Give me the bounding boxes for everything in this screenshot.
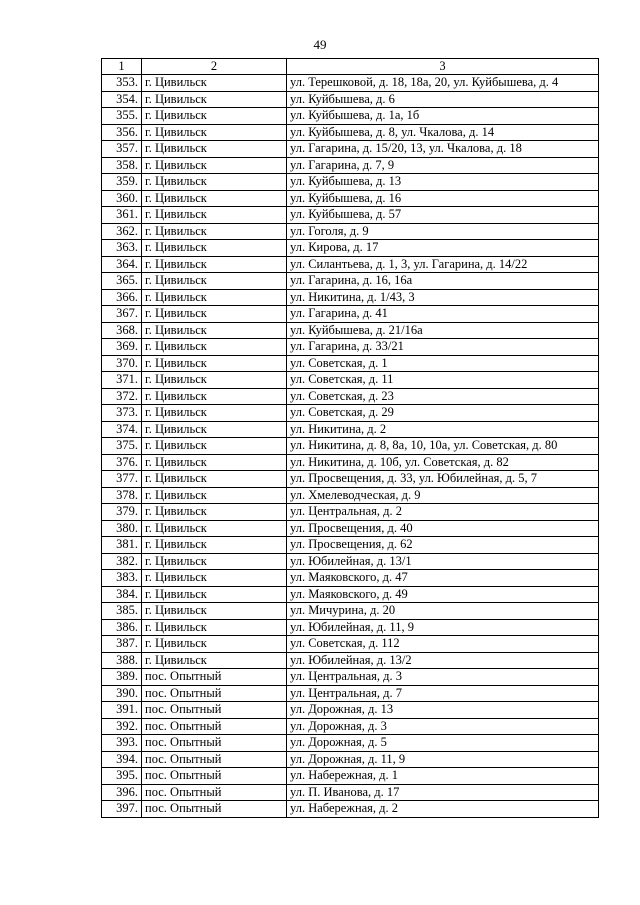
row-number: 361. — [102, 207, 142, 224]
settlement-cell: г. Цивильск — [142, 553, 287, 570]
address-cell: ул. Маяковского, д. 47 — [287, 570, 599, 587]
address-cell: ул. Куйбышева, д. 1а, 1б — [287, 108, 599, 125]
address-cell: ул. Куйбышева, д. 16 — [287, 190, 599, 207]
table-row — [102, 553, 599, 570]
row-number: 381. — [102, 537, 142, 554]
row-number: 388. — [102, 652, 142, 669]
table-row — [102, 784, 599, 801]
table-row — [102, 141, 599, 158]
row-number: 390. — [102, 685, 142, 702]
address-cell: ул. Никитина, д. 2 — [287, 421, 599, 438]
address-cell: ул. Просвещения, д. 33, ул. Юбилейная, д. 5, 7 — [287, 471, 599, 488]
row-number: 389. — [102, 669, 142, 686]
settlement-cell: г. Цивильск — [142, 256, 287, 273]
row-number: 360. — [102, 190, 142, 207]
row-number: 369. — [102, 339, 142, 356]
table-row — [102, 273, 599, 290]
table-row — [102, 405, 599, 422]
table-row — [102, 768, 599, 785]
row-number: 380. — [102, 520, 142, 537]
row-number: 365. — [102, 273, 142, 290]
address-cell: ул. Просвещения, д. 40 — [287, 520, 599, 537]
address-cell: ул. Просвещения, д. 62 — [287, 537, 599, 554]
table-row — [102, 388, 599, 405]
table-row — [102, 306, 599, 323]
settlement-cell: г. Цивильск — [142, 273, 287, 290]
table-row — [102, 718, 599, 735]
row-number: 393. — [102, 735, 142, 752]
address-cell: ул. Куйбышева, д. 21/16а — [287, 322, 599, 339]
row-number: 357. — [102, 141, 142, 158]
row-number: 396. — [102, 784, 142, 801]
address-cell: ул. Советская, д. 1 — [287, 355, 599, 372]
row-number: 377. — [102, 471, 142, 488]
settlement-cell: пос. Опытный — [142, 751, 287, 768]
settlement-cell: пос. Опытный — [142, 768, 287, 785]
settlement-cell: г. Цивильск — [142, 586, 287, 603]
row-number: 371. — [102, 372, 142, 389]
table-row — [102, 289, 599, 306]
row-number: 379. — [102, 504, 142, 521]
settlement-cell: г. Цивильск — [142, 388, 287, 405]
address-cell: ул. Хмелеводческая, д. 9 — [287, 487, 599, 504]
settlement-cell: г. Цивильск — [142, 289, 287, 306]
settlement-cell: г. Цивильск — [142, 421, 287, 438]
address-cell: ул. Маяковского, д. 49 — [287, 586, 599, 603]
address-cell: ул. Кирова, д. 17 — [287, 240, 599, 257]
table-header-row — [102, 59, 599, 75]
settlement-cell: пос. Опытный — [142, 685, 287, 702]
row-number: 375. — [102, 438, 142, 455]
address-cell: ул. Юбилейная, д. 11, 9 — [287, 619, 599, 636]
table-row — [102, 240, 599, 257]
address-cell: ул. Юбилейная, д. 13/1 — [287, 553, 599, 570]
table-row — [102, 355, 599, 372]
row-number: 376. — [102, 454, 142, 471]
table-row — [102, 124, 599, 141]
table-row — [102, 570, 599, 587]
row-number: 370. — [102, 355, 142, 372]
row-number: 384. — [102, 586, 142, 603]
table-row — [102, 603, 599, 620]
address-cell: ул. Гагарина, д. 7, 9 — [287, 157, 599, 174]
address-cell: ул. Дорожная, д. 3 — [287, 718, 599, 735]
table-row — [102, 339, 599, 356]
settlement-cell: г. Цивильск — [142, 75, 287, 92]
table-row — [102, 751, 599, 768]
row-number: 353. — [102, 75, 142, 92]
address-cell: ул. Советская, д. 29 — [287, 405, 599, 422]
address-cell: ул. Набережная, д. 1 — [287, 768, 599, 785]
table-row — [102, 223, 599, 240]
address-cell: ул. Гагарина, д. 15/20, 13, ул. Чкалова, д. 18 — [287, 141, 599, 158]
settlement-cell: г. Цивильск — [142, 487, 287, 504]
settlement-cell: г. Цивильск — [142, 190, 287, 207]
table-row — [102, 471, 599, 488]
table-row — [102, 586, 599, 603]
table-row — [102, 372, 599, 389]
row-number: 392. — [102, 718, 142, 735]
row-number: 373. — [102, 405, 142, 422]
address-table — [101, 58, 599, 818]
table-row — [102, 75, 599, 92]
settlement-cell: г. Цивильск — [142, 619, 287, 636]
address-cell: ул. Центральная, д. 7 — [287, 685, 599, 702]
row-number: 356. — [102, 124, 142, 141]
table-row — [102, 157, 599, 174]
table-row — [102, 537, 599, 554]
row-number: 391. — [102, 702, 142, 719]
column-header-2: 2 — [142, 59, 287, 75]
settlement-cell: пос. Опытный — [142, 735, 287, 752]
row-number: 394. — [102, 751, 142, 768]
settlement-cell: г. Цивильск — [142, 372, 287, 389]
settlement-cell: г. Цивильск — [142, 141, 287, 158]
address-cell: ул. Советская, д. 11 — [287, 372, 599, 389]
address-cell: ул. Дорожная, д. 5 — [287, 735, 599, 752]
table-row — [102, 108, 599, 125]
row-number: 358. — [102, 157, 142, 174]
table-row — [102, 504, 599, 521]
settlement-cell: пос. Опытный — [142, 669, 287, 686]
table-row — [102, 669, 599, 686]
table-row — [102, 207, 599, 224]
address-cell: ул. Центральная, д. 2 — [287, 504, 599, 521]
column-header-3: 3 — [287, 59, 599, 75]
settlement-cell: г. Цивильск — [142, 537, 287, 554]
address-cell: ул. Гагарина, д. 33/21 — [287, 339, 599, 356]
settlement-cell: г. Цивильск — [142, 355, 287, 372]
address-cell: ул. Дорожная, д. 11, 9 — [287, 751, 599, 768]
row-number: 367. — [102, 306, 142, 323]
settlement-cell: пос. Опытный — [142, 784, 287, 801]
row-number: 366. — [102, 289, 142, 306]
settlement-cell: г. Цивильск — [142, 157, 287, 174]
table-row — [102, 619, 599, 636]
address-cell: ул. Никитина, д. 1/43, 3 — [287, 289, 599, 306]
row-number: 382. — [102, 553, 142, 570]
settlement-cell: г. Цивильск — [142, 174, 287, 191]
settlement-cell: г. Цивильск — [142, 636, 287, 653]
row-number: 385. — [102, 603, 142, 620]
table-body — [102, 75, 599, 818]
address-cell: ул. Юбилейная, д. 13/2 — [287, 652, 599, 669]
address-cell: ул. Терешковой, д. 18, 18а, 20, ул. Куйбышева, д. 4 — [287, 75, 599, 92]
table-row — [102, 520, 599, 537]
address-cell: ул. Гагарина, д. 41 — [287, 306, 599, 323]
address-cell: ул. Набережная, д. 2 — [287, 801, 599, 818]
address-cell: ул. Никитина, д. 8, 8а, 10, 10а, ул. Советская, д. 80 — [287, 438, 599, 455]
address-cell: ул. Куйбышева, д. 6 — [287, 91, 599, 108]
table-row — [102, 454, 599, 471]
row-number: 359. — [102, 174, 142, 191]
address-cell: ул. Советская, д. 112 — [287, 636, 599, 653]
settlement-cell: г. Цивильск — [142, 322, 287, 339]
address-cell: ул. П. Иванова, д. 17 — [287, 784, 599, 801]
address-cell: ул. Гоголя, д. 9 — [287, 223, 599, 240]
address-cell: ул. Куйбышева, д. 57 — [287, 207, 599, 224]
table-row — [102, 735, 599, 752]
settlement-cell: пос. Опытный — [142, 718, 287, 735]
row-number: 383. — [102, 570, 142, 587]
row-number: 397. — [102, 801, 142, 818]
address-cell: ул. Силантьева, д. 1, 3, ул. Гагарина, д. 14/22 — [287, 256, 599, 273]
table-row — [102, 702, 599, 719]
row-number: 354. — [102, 91, 142, 108]
settlement-cell: г. Цивильск — [142, 454, 287, 471]
row-number: 386. — [102, 619, 142, 636]
address-cell: ул. Центральная, д. 3 — [287, 669, 599, 686]
table-row — [102, 801, 599, 818]
settlement-cell: пос. Опытный — [142, 801, 287, 818]
settlement-cell: г. Цивильск — [142, 223, 287, 240]
table-row — [102, 174, 599, 191]
address-cell: ул. Куйбышева, д. 13 — [287, 174, 599, 191]
table-row — [102, 652, 599, 669]
table-row — [102, 91, 599, 108]
settlement-cell: г. Цивильск — [142, 652, 287, 669]
settlement-cell: г. Цивильск — [142, 207, 287, 224]
address-cell: ул. Советская, д. 23 — [287, 388, 599, 405]
table-row — [102, 685, 599, 702]
address-cell: ул. Мичурина, д. 20 — [287, 603, 599, 620]
row-number: 368. — [102, 322, 142, 339]
table-row — [102, 190, 599, 207]
column-header-1: 1 — [102, 59, 142, 75]
row-number: 364. — [102, 256, 142, 273]
settlement-cell: г. Цивильск — [142, 91, 287, 108]
row-number: 378. — [102, 487, 142, 504]
row-number: 374. — [102, 421, 142, 438]
table-row — [102, 256, 599, 273]
settlement-cell: г. Цивильск — [142, 306, 287, 323]
settlement-cell: г. Цивильск — [142, 124, 287, 141]
row-number: 387. — [102, 636, 142, 653]
address-cell: ул. Дорожная, д. 13 — [287, 702, 599, 719]
table-row — [102, 322, 599, 339]
settlement-cell: г. Цивильск — [142, 339, 287, 356]
row-number: 355. — [102, 108, 142, 125]
address-cell: ул. Гагарина, д. 16, 16а — [287, 273, 599, 290]
table-row — [102, 636, 599, 653]
page-number: 49 — [313, 37, 327, 52]
settlement-cell: г. Цивильск — [142, 471, 287, 488]
row-number: 362. — [102, 223, 142, 240]
settlement-cell: г. Цивильск — [142, 603, 287, 620]
settlement-cell: г. Цивильск — [142, 520, 287, 537]
settlement-cell: пос. Опытный — [142, 702, 287, 719]
address-cell: ул. Куйбышева, д. 8, ул. Чкалова, д. 14 — [287, 124, 599, 141]
table-row — [102, 438, 599, 455]
address-cell: ул. Никитина, д. 10б, ул. Советская, д. 82 — [287, 454, 599, 471]
settlement-cell: г. Цивильск — [142, 240, 287, 257]
row-number: 363. — [102, 240, 142, 257]
table-row — [102, 421, 599, 438]
table-row — [102, 487, 599, 504]
row-number: 395. — [102, 768, 142, 785]
settlement-cell: г. Цивильск — [142, 504, 287, 521]
settlement-cell: г. Цивильск — [142, 570, 287, 587]
settlement-cell: г. Цивильск — [142, 438, 287, 455]
settlement-cell: г. Цивильск — [142, 405, 287, 422]
row-number: 372. — [102, 388, 142, 405]
settlement-cell: г. Цивильск — [142, 108, 287, 125]
